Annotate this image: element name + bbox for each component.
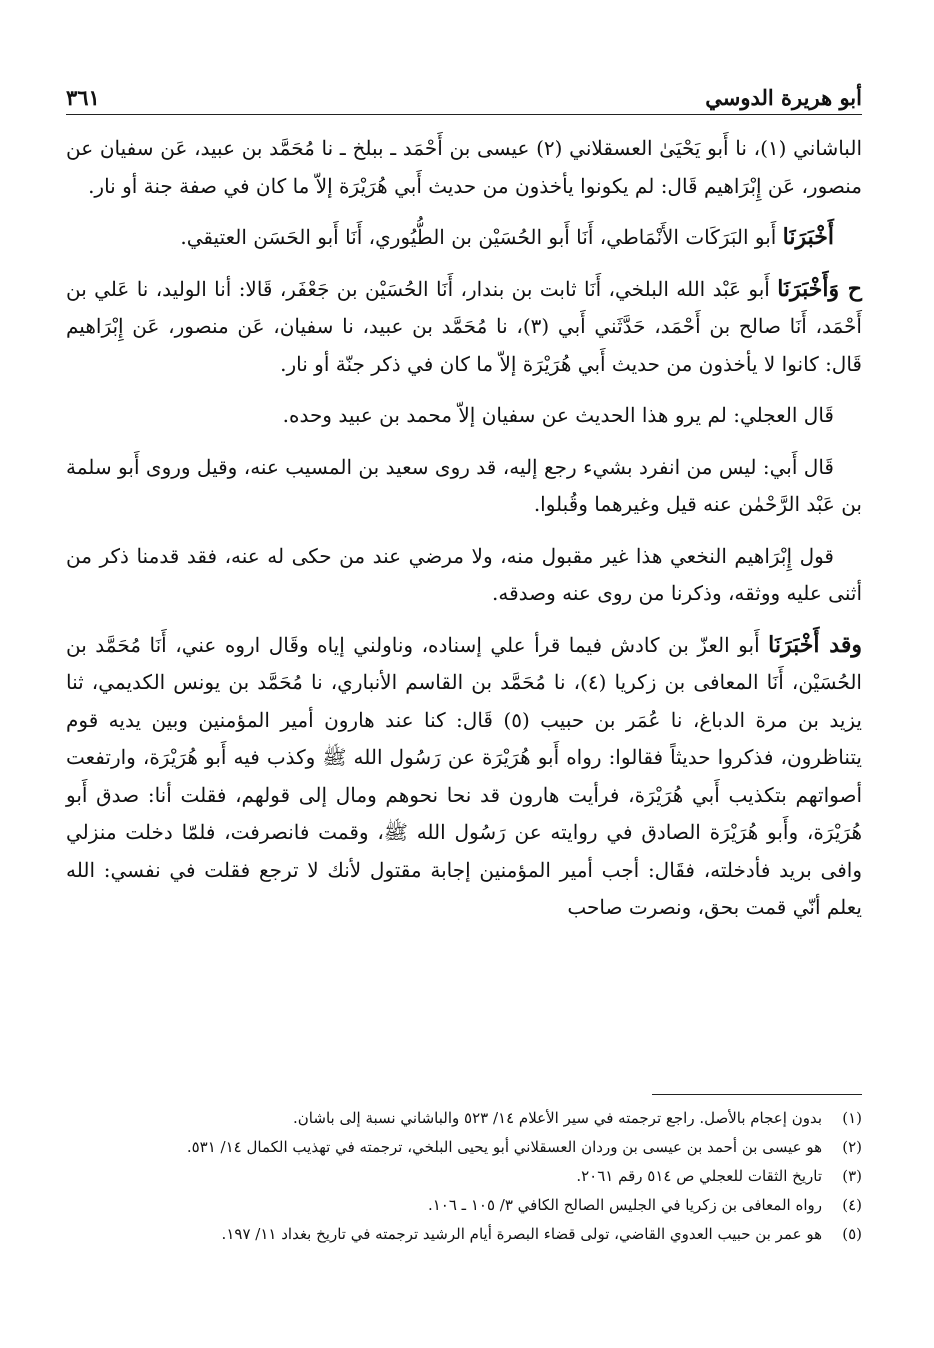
footnote	[66, 1104, 862, 1133]
paragraph-2-text: أَبو البَرَكَات الأَنْمَاطي، أَنَا أَبو الحُسَيْن بن الطُّيُوري، أَنَا أَبو الحَسَن العتيقي.	[180, 225, 783, 249]
paragraph-5	[66, 449, 862, 524]
footnote	[66, 1133, 862, 1162]
footnote-text: هو عيسى بن أحمد بن عيسى بن وردان العسقلاني أبو يحيى البلخي، ترجمته في تهذيب الكمال ١٤/ ٥٣١.	[186, 1138, 822, 1156]
footnote-number: (٤)	[842, 1196, 862, 1214]
footnotes	[66, 1104, 862, 1249]
paragraph-3	[66, 271, 862, 384]
footnote-text: هو عمر بن حبيب العدوي القاضي، تولى قضاء البصرة أيام الرشيد ترجمته في تاريخ بغداد ١١/ ١٩٧.	[221, 1225, 822, 1243]
page-number: ٣٦١	[66, 85, 100, 110]
footnote-divider	[652, 1094, 862, 1095]
akhbarana-keyword: أَخْبَرَنَا	[782, 224, 834, 250]
paragraph-7	[66, 627, 862, 927]
footnote-text: تاريخ الثقات للعجلي ص ٥١٤ رقم ٢٠٦١.	[576, 1167, 822, 1185]
paragraph-4-text: قَال العجلي: لم يرو هذا الحديث عن سفيان إلاّ محمد بن عبيد وحده.	[282, 403, 834, 427]
footnote	[66, 1191, 862, 1220]
footnote-number: (٥)	[842, 1225, 862, 1243]
paragraph-6	[66, 538, 862, 613]
footnote-text: بدون إعجام بالأصل. راجع ترجمته في سير الأعلام ١٤/ ٥٢٣ والباشاني نسبة إلى باشان.	[293, 1109, 822, 1127]
paragraph-1	[66, 130, 862, 205]
running-title: أبو هريرة الدوسي	[705, 85, 862, 110]
footnote-number: (٢)	[842, 1138, 862, 1156]
paragraph-7-text: أَبو العزّ بن كادش فيما قرأ علي إسناده، وناولني إياه وقَال اروه عني، أَنَا مُحَمَّد بن الحُسَيْن، أَنَا المعافى بن زكريا (٤)، نا مُحَمَّد بن القاسم الأنباري، نا مُحَمَّد بن يونس الكديمي، ثنا يزيد بن مرة الدباغ، نا عُمَر بن حبيب (٥) قَال: كنا عند هارون أمير المؤمنين وبين يديه قوم يتناظرون، فذكروا حديثاً فقالوا: رواه أَبو هُرَيْرَة عن رَسُول الله ﷺ وكذب فيه أَبو هُرَيْرَة، وارتفعت أصواتهم بتكذيب أَبي هُرَيْرَة، فرأيت هارون قد نحا نحوهم ومال إلى قولهم، فقلت أنا: صدق أَبو هُرَيْرَة، وأَبو هُرَيْرَة الصادق في روايته عن رَسُول الله ﷺ، وقمت فانصرفت، فلمّا دخلت منزلي وافى بريد فأدخلته، فقَال: أجب أمير المؤمنين إجابة مقتول لأنك لا ترجع فقلت في نفسي: الله يعلم أنّي قمت بحق، ونصرت صاحب	[66, 632, 862, 919]
footnote	[66, 1162, 862, 1191]
footnote-text: رواه المعافى بن زكريا في الجليس الصالح الكافي ٣/ ١٠٥ ـ ١٠٦.	[427, 1196, 822, 1214]
paragraph-4	[66, 397, 862, 435]
paragraph-5-text: قَال أَبي: ليس من انفرد بشيء رجع إليه، قد روى سعيد بن المسيب عنه، وقيل وروى أَبو سلمة بن عَبْد الرَّحْمٰن عنه قيل وغيرهما وقُبلوا.	[66, 454, 862, 516]
paragraph-2	[66, 219, 862, 257]
page-header	[66, 68, 862, 115]
paragraph-3-text: أَبو عَبْد الله البلخي، أَنَا ثابت بن بندار، أَنَا الحُسَيْن بن جَعْفَر، قَالا: أنا الوليد، نا عَلي بن أَحْمَد، أَنَا صالح بن أَحْمَد، حَدَّثَني أَبي (٣)، نا مُحَمَّد بن عبيد، نا سفيان، عَن منصور، عَن إِبْرَاهيم قَال: كانوا لا يأخذون من حديث أَبي هُرَيْرَة إلاّ ما كان في ذكر جنّة أو نار.	[66, 276, 862, 376]
footnote-number: (١)	[842, 1109, 862, 1127]
wa-akhbarana-keyword: ح وَأَخْبَرَنَا	[777, 275, 862, 302]
wa-qad-akhbarana-keyword: وقد أَخْبَرَنَا	[768, 631, 862, 658]
footnote-number: (٣)	[842, 1167, 862, 1185]
paragraph-1-text: الباشاني (١)، نا أَبو يَحْيَىٰ العسقلاني (٢) عيسى بن أَحْمَد ـ ببلخ ـ نا مُحَمَّد بن عبيد، عَن سفيان عن منصور، عَن إِبْرَاهيم قَال: لم يكونوا يأخذون من حديث أَبي هُرَيْرَة إلاّ ما كان في صفة جنة أو نار.	[66, 136, 862, 198]
footnote	[66, 1220, 862, 1249]
page-body	[66, 130, 862, 941]
paragraph-6-text: قول إِبْرَاهيم النخعي هذا غير مقبول منه، ولا مرضي عند من حكى له عنه، فقد قدمنا ذكر من أثنى عليه ووثقه، وذكرنا من روى عنه وصدقه.	[66, 543, 862, 605]
